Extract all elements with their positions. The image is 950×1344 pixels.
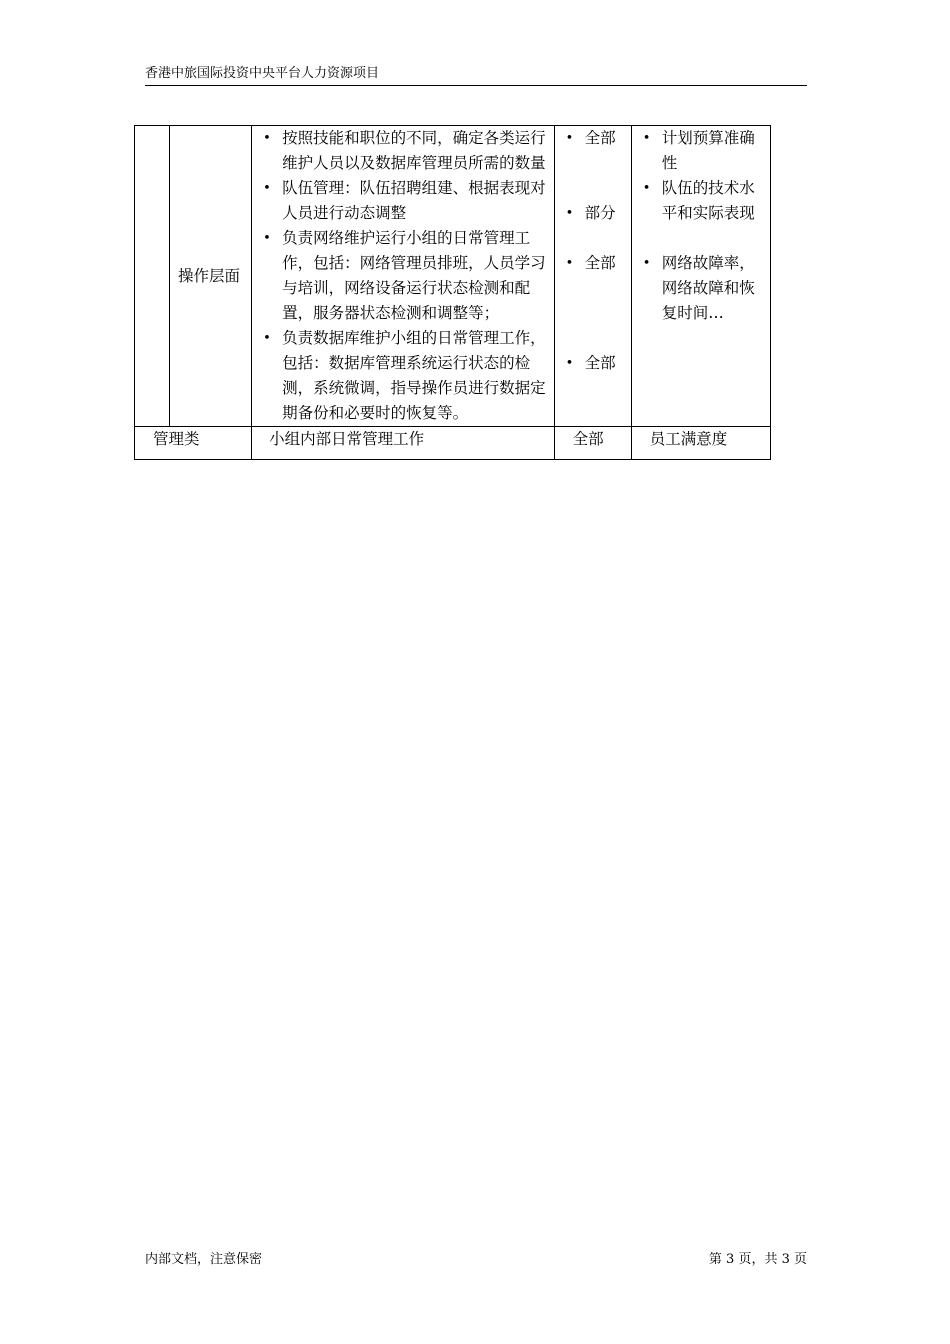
content-item: • 负责数据库维护小组的日常管理工作，包括：数据库管理系统运行状态的检测，系统微调，指导操作员进行数据定期备份和必要时的恢复等。 (282, 326, 547, 426)
page-header-title: 香港中旅国际投资中央平台人力资源项目 (145, 66, 807, 86)
mgmt-scope: 全部 (554, 427, 631, 460)
footer-confidential: 内部文档，注意保密 (145, 1252, 263, 1267)
level-label: 操作层面 (170, 126, 252, 427)
scope-item: • 全部 (585, 351, 631, 376)
content-item: • 按照技能和职位的不同，确定各类运行维护人员以及数据库管理员所需的数量 (282, 126, 547, 176)
ops-row (135, 126, 771, 427)
scope-cell (554, 126, 631, 427)
scope-item: • 全部 (585, 126, 631, 201)
mgmt-row (135, 427, 771, 460)
blank-cell (135, 126, 170, 427)
kpi-item: • 网络故障率，网络故障和恢复时间… (662, 251, 766, 326)
scope-item: • 全部 (585, 251, 631, 351)
duty-table (134, 125, 771, 460)
footer-page-number: 第 3 页，共 3 页 (708, 1252, 807, 1267)
mgmt-category: 管理类 (135, 427, 252, 460)
scope-item: • 部分 (585, 201, 631, 251)
content-cell (252, 126, 554, 427)
kpi-item: • 计划预算准确性 (662, 126, 766, 176)
content-item: • 负责网络维护运行小组的日常管理工作，包括：网络管理员排班，人员学习与培训，网络设备运行状态检测和配置，服务器状态检测和调整等； (282, 226, 547, 326)
content-item: • 队伍管理：队伍招聘组建、根据表现对人员进行动态调整 (282, 176, 547, 226)
kpi-item: • 队伍的技术水平和实际表现 (662, 176, 766, 226)
mgmt-kpi: 员工满意度 (631, 427, 770, 460)
mgmt-content: 小组内部日常管理工作 (252, 427, 554, 460)
kpi-cell (631, 126, 770, 427)
